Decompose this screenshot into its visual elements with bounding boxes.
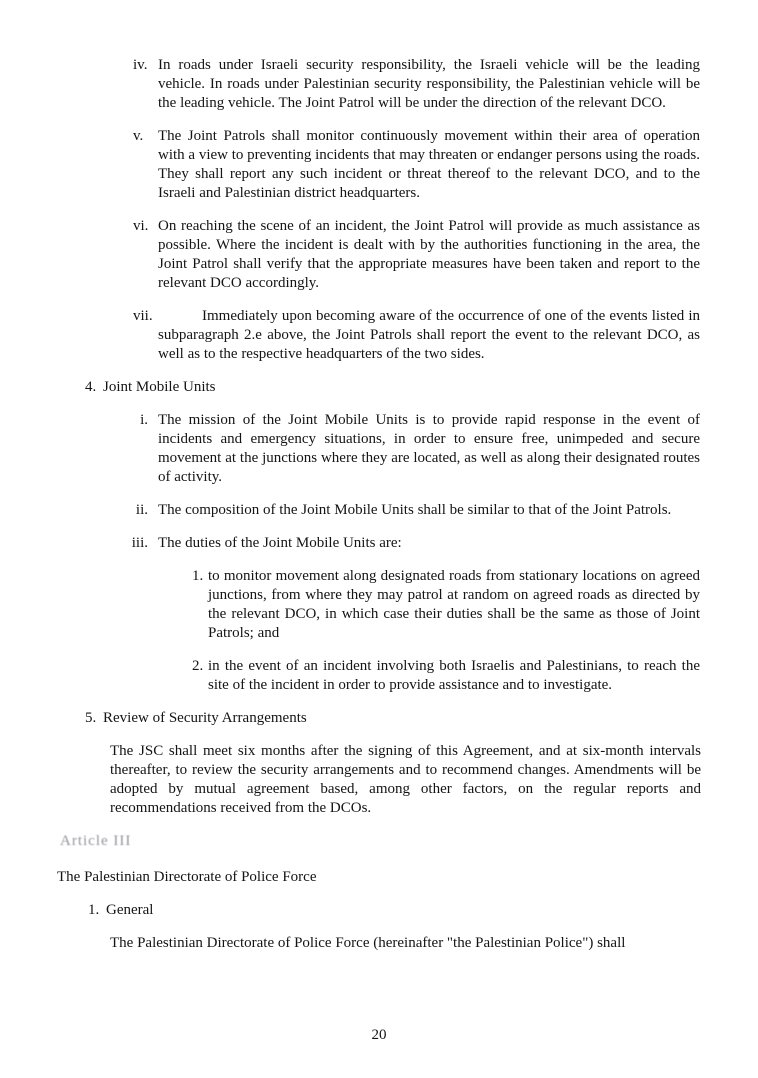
paragraph-text: On reaching the scene of an incident, the Joint Patrol will provide as much assistance as possible. Where the incident is dealt with by the authorities functioning in the area, the Joint Patrol shall verify that the appropriate measures have been taken and report to the relevant DCO accordingly. xyxy=(158,218,700,291)
section-marker: 5. xyxy=(85,710,97,726)
section-title: Review of Security Arrangements xyxy=(103,710,307,726)
list-item-iii xyxy=(120,534,700,553)
section-marker: 1. xyxy=(88,902,100,918)
list-marker: iii. xyxy=(131,535,148,551)
list-item-vii xyxy=(133,307,700,364)
paragraph-text: The mission of the Joint Mobile Units is to provide rapid response in the event of incidents and emergency situations, in order to ensure free, unimpeded and secure movement at the junctions where they are located, as well as along their designated routes of activity. xyxy=(158,412,700,485)
duty-item-2 xyxy=(192,657,700,695)
list-marker: iv. xyxy=(133,57,148,73)
paragraph-text: The composition of the Joint Mobile Units shall be similar to that of the Joint Patrols. xyxy=(158,502,672,518)
section-marker: 4. xyxy=(85,379,97,395)
article-heading: Article III xyxy=(60,833,132,849)
list-item-iv xyxy=(133,56,700,113)
section-heading-general xyxy=(88,901,700,920)
paragraph-text: Immediately upon becoming aware of the occurrence of one of the events listed in subparagraph 2.e above, the Joint Patrols shall report the event to the relevant DCO, as well as to the respective headquarters of the two sides. xyxy=(158,308,700,362)
list-item-vi xyxy=(133,217,700,293)
list-marker: 2. xyxy=(192,658,204,674)
paragraph-text: The duties of the Joint Mobile Units are: xyxy=(158,535,402,551)
list-marker: vii. xyxy=(133,308,153,324)
page-number: 20 xyxy=(371,1027,387,1043)
section-heading-4 xyxy=(85,378,700,397)
list-marker: i. xyxy=(140,412,148,428)
general-paragraph: The Palestinian Directorate of Police Force (hereinafter "the Palestinian Police") shall xyxy=(110,935,626,951)
list-item-v xyxy=(133,127,700,203)
section-title: General xyxy=(106,902,154,918)
list-marker: ii. xyxy=(135,502,148,518)
list-item-i xyxy=(120,411,700,487)
list-marker: 1. xyxy=(192,568,204,584)
duty-item-1 xyxy=(192,567,700,643)
section-title: Joint Mobile Units xyxy=(103,379,216,395)
list-item-ii xyxy=(120,501,700,520)
section5-paragraph: The JSC shall meet six months after the signing of this Agreement, and at six-month intervals thereafter, to review the security arrangements and to recommend changes. Amendments will be adopted by mutual agreement based, among other factors, on the regular reports and recommendations received from the DCOs. xyxy=(110,743,701,816)
section-heading-5 xyxy=(85,709,700,728)
paragraph-text: The Joint Patrols shall monitor continuously movement within their area of operation with a view to preventing incidents that may threaten or endanger persons using the roads. They shall report any such incident or threat thereof to the relevant DCO, and to the Israeli and Palestinian district headquarters. xyxy=(158,128,700,201)
paragraph-text: in the event of an incident involving both Israelis and Palestinians, to reach the site of the incident in order to provide assistance and to investigate. xyxy=(208,658,700,693)
list-marker: vi. xyxy=(133,218,149,234)
article-title: The Palestinian Directorate of Police Force xyxy=(57,869,317,885)
paragraph-text: to monitor movement along designated roads from stationary locations on agreed junctions, from where they may patrol at random on agreed roads as directed by the relevant DCO, in which case their duties shall be the same as those of Joint Patrols; and xyxy=(208,568,700,641)
paragraph-text: In roads under Israeli security responsibility, the Israeli vehicle will be the leading vehicle. In roads under Palestinian security responsibility, the Palestinian vehicle will be the leading vehicle. The Joint Patrol will be under the direction of the relevant DCO. xyxy=(158,57,700,111)
list-marker: v. xyxy=(133,128,144,144)
